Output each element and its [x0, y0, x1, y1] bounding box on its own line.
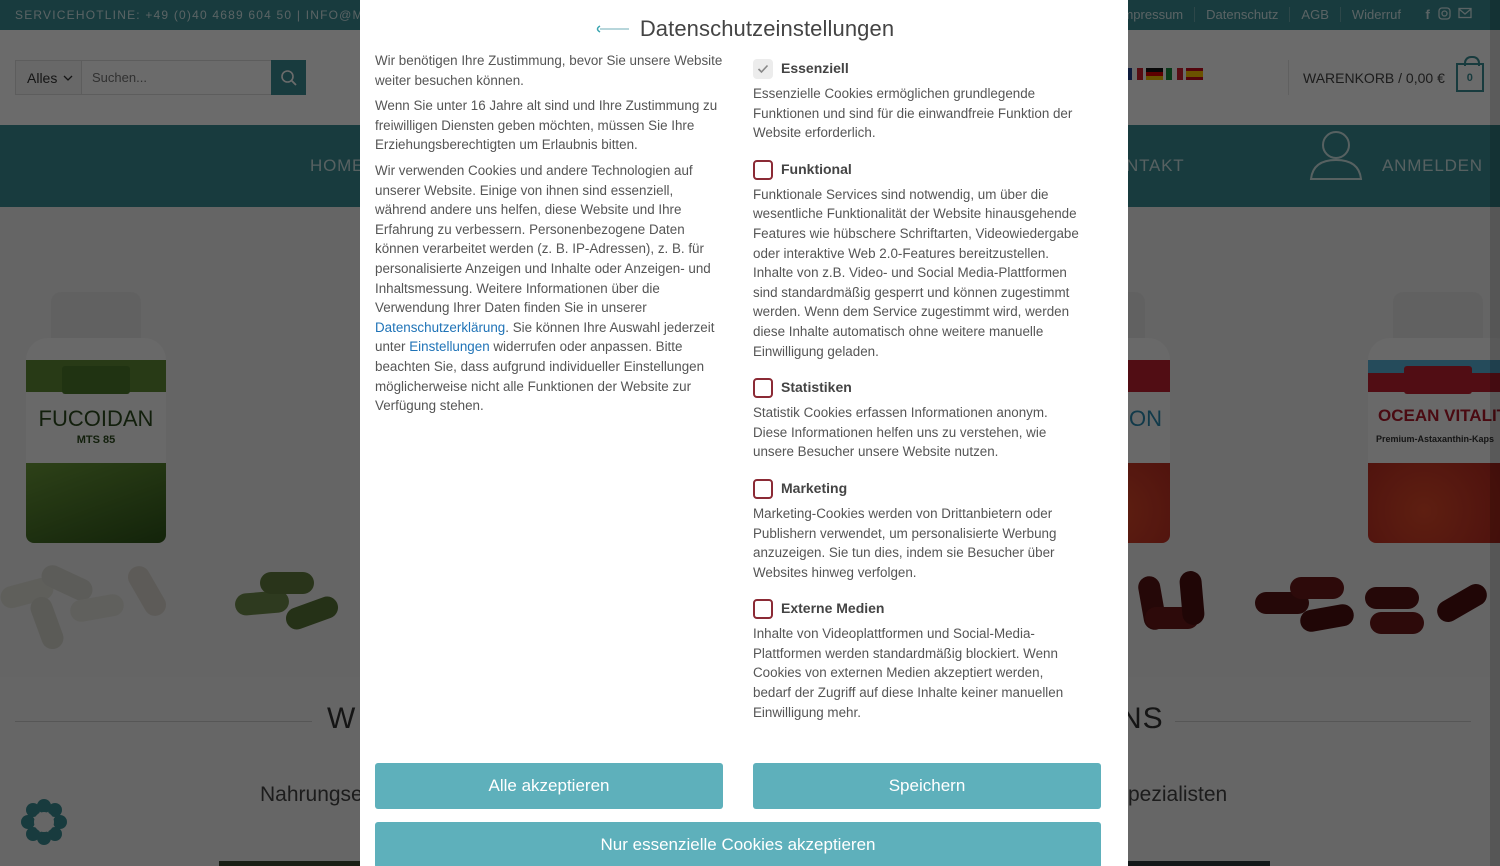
- marketing-checkbox[interactable]: [753, 479, 773, 499]
- privacy-policy-link[interactable]: Datenschutzerklärung: [375, 319, 506, 335]
- category-statistiken: Statistiken Statistik Cookies erfassen Informationen anonym. Diese Informationen helfen uns zu verstehen, wie unsere Besucher unsere Website nutzen.: [753, 379, 1048, 460]
- dialog-intro: [375, 51, 725, 422]
- settings-link[interactable]: Einstellungen: [409, 339, 490, 355]
- accept-essential-only-button[interactable]: Nur essenzielle Cookies akzeptieren: [375, 822, 1101, 866]
- essenziell-checkbox[interactable]: [753, 59, 773, 79]
- site-logo-icon: [594, 23, 630, 35]
- statistiken-checkbox[interactable]: [753, 378, 773, 398]
- intro-paragraph-3: Wir verwenden Cookies und andere Technologien auf unserer Website. Einige von ihnen sind essenziell, während andere uns helfen, diese Website und Ihre Erfahrung zu verbessern. Personenbezogene Daten können verarbeitet werden (z. B. IP-Adressen), z. B. für personalisierte Anzeigen und Inhalte oder Anzeigen- und Inhaltsmessung. Weitere Informationen über die Verwendung Ihrer Daten finden Sie in unserer Datenschutzerklärung. Sie können Ihre Auswahl jederzeit unter Einstellungen widerrufen oder anpassen. Bitte beachten Sie, dass aufgrund individueller Einstellungen möglicherweise nicht alle Funktionen der Website zur Verfügung stehen.: [375, 162, 715, 414]
- dialog-title: Datenschutzeinstellungen: [639, 16, 895, 41]
- checkmark-icon: [757, 64, 769, 74]
- privacy-settings-dialog: [360, 0, 1128, 866]
- category-externe-medien: Externe Medien Inhalte von Videoplattformen und Social-Media-Plattformen werden standardmäßig blockiert. Wenn Cookies von externen Medien akzeptiert werden, bedarf der Zugriff auf diese Inhalte keiner manuellen Einwilligung mehr.: [753, 600, 1064, 720]
- intro-paragraph-2: Wenn Sie unter 16 Jahre alt sind und Ihre Zustimmung zu freiwilligen Diensten geben möchten, müssen Sie Ihre Erziehungsberechtigten um Erlaubnis bitten.: [375, 98, 718, 153]
- funktional-checkbox[interactable]: [753, 160, 773, 180]
- intro-paragraph-1: Wir benötigen Ihre Zustimmung, bevor Sie unsere Website weiter besuchen können.: [375, 53, 723, 88]
- category-essenziell: Essenziell Essenzielle Cookies ermöglichen grundlegende Funktionen und sind für die einwandfreie Funktion der Website erforderlich.: [753, 60, 1073, 141]
- accept-all-button[interactable]: Alle akzeptieren: [375, 763, 723, 809]
- cookie-categories: [753, 58, 1088, 738]
- externe-medien-checkbox[interactable]: [753, 599, 773, 619]
- category-marketing: Marketing Marketing-Cookies werden von Drittanbietern oder Publishern verwendet, um personalisierte Werbung anzuzeigen. Sie tun dies, indem sie Besucher über Websites hinweg verfolgen.: [753, 480, 1057, 580]
- save-button[interactable]: Speichern: [753, 763, 1101, 809]
- dialog-header: [360, 12, 1128, 46]
- page-scrollbar[interactable]: [1490, 0, 1500, 866]
- category-funktional: Funktional Funktionale Services sind notwendig, um über die wesentliche Funktionalität der Website hinausgehende Features wie hübschere Schriftarten, Videowiedergabe oder interaktive Web 2.0-Features bereitzustellen. Inhalte von z.B. Video- und Social Media-Plattformen sind standardmäßig gesperrt und können zugestimmt werden. Wenn dem Service zugestimmt wird, werden diese Inhalte automatisch ohne weitere manuelle Einwilligung geladen.: [753, 160, 1079, 359]
